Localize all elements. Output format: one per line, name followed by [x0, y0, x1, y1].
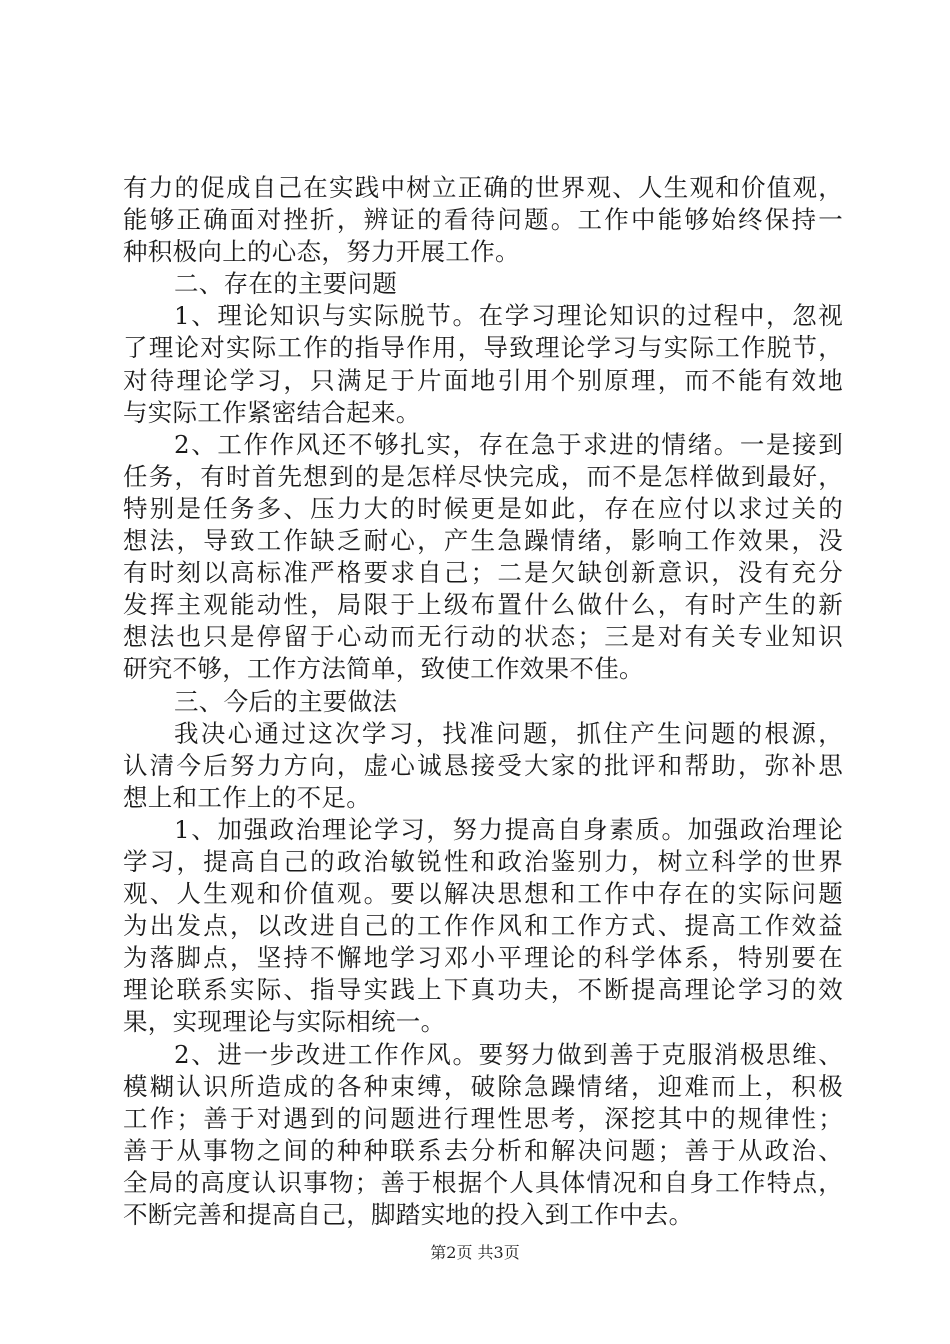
text-line: 想上和工作上的不足。 — [123, 782, 371, 812]
text-line: 善于从事物之间的种种联系去分析和解决问题；善于从政治、 — [123, 1135, 843, 1165]
text-line: 工作；善于对遇到的问题进行理性思考，深挖其中的规律性； — [123, 1103, 843, 1133]
page-footer: 第2页 共3页 — [430, 1243, 520, 1262]
text-line: 任务，有时首先想到的是怎样尽快完成，而不是怎样做到最好， — [123, 461, 843, 491]
text-line: 想法也只是停留于心动而无行动的状态；三是对有关专业知识 — [123, 622, 843, 652]
text-line: 理论联系实际、指导实践上下真功夫，不断提高理论学习的效 — [123, 975, 843, 1005]
text-line: 认清今后努力方向，虚心诚恳接受大家的批评和帮助，弥补思 — [123, 750, 843, 780]
text-line: 发挥主观能动性，局限于上级布置什么做什么，有时产生的新 — [123, 590, 843, 620]
text-line: 为落脚点，坚持不懈地学习邓小平理论的科学体系，特别要在 — [123, 943, 843, 973]
text-line: 1、加强政治理论学习，努力提高自身素质。加强政治理论 — [174, 814, 843, 844]
text-line: 为出发点，以改进自己的工作作风和工作方式、提高工作效益 — [123, 911, 843, 941]
text-line: 1、理论知识与实际脱节。在学习理论知识的过程中，忽视 — [174, 301, 843, 331]
text-line: 有力的促成自己在实践中树立正确的世界观、人生观和价值观， — [123, 173, 843, 202]
text-line: 2、进一步改进工作作风。要努力做到善于克服消极思维、 — [174, 1039, 843, 1069]
text-line: 二、存在的主要问题 — [174, 269, 398, 299]
text-line: 与实际工作紧密结合起来。 — [123, 397, 421, 427]
text-line: 特别是任务多、压力大的时候更是如此，存在应付以求过关的 — [123, 493, 843, 523]
text-line: 了理论对实际工作的指导作用，导致理论学习与实际工作脱节， — [123, 333, 843, 363]
text-line: 模糊认识所造成的各种束缚，破除急躁情绪，迎难而上，积极 — [123, 1071, 843, 1101]
text-line: 观、人生观和价值观。要以解决思想和工作中存在的实际问题 — [123, 879, 843, 909]
text-line: 学习，提高自己的政治敏锐性和政治鉴别力，树立科学的世界 — [123, 846, 843, 876]
text-line: 对待理论学习，只满足于片面地引用个别原理，而不能有效地 — [123, 365, 843, 395]
text-line: 不断完善和提高自己，脚踏实地的投入到工作中去。 — [123, 1200, 694, 1229]
text-line: 研究不够，工作方法简单，致使工作效果不佳。 — [123, 654, 644, 684]
document-body — [123, 172, 843, 1231]
text-line: 我决心通过这次学习，找准问题，抓住产生问题的根源， — [174, 718, 843, 748]
text-line: 三、今后的主要做法 — [174, 686, 398, 716]
text-line: 全局的高度认识事物；善于根据个人具体情况和自身工作特点， — [123, 1167, 843, 1197]
text-line: 能够正确面对挫折，辨证的看待问题。工作中能够始终保持一 — [123, 205, 843, 235]
text-line: 果，实现理论与实际相统一。 — [123, 1007, 446, 1037]
text-line: 想法，导致工作缺乏耐心，产生急躁情绪，影响工作效果，没 — [123, 526, 843, 556]
text-line: 2、工作作风还不够扎实，存在急于求进的情绪。一是接到 — [174, 429, 843, 459]
text-line: 有时刻以高标准严格要求自己；二是欠缺创新意识，没有充分 — [123, 558, 843, 588]
text-line: 种积极向上的心态，努力开展工作。 — [123, 237, 520, 267]
